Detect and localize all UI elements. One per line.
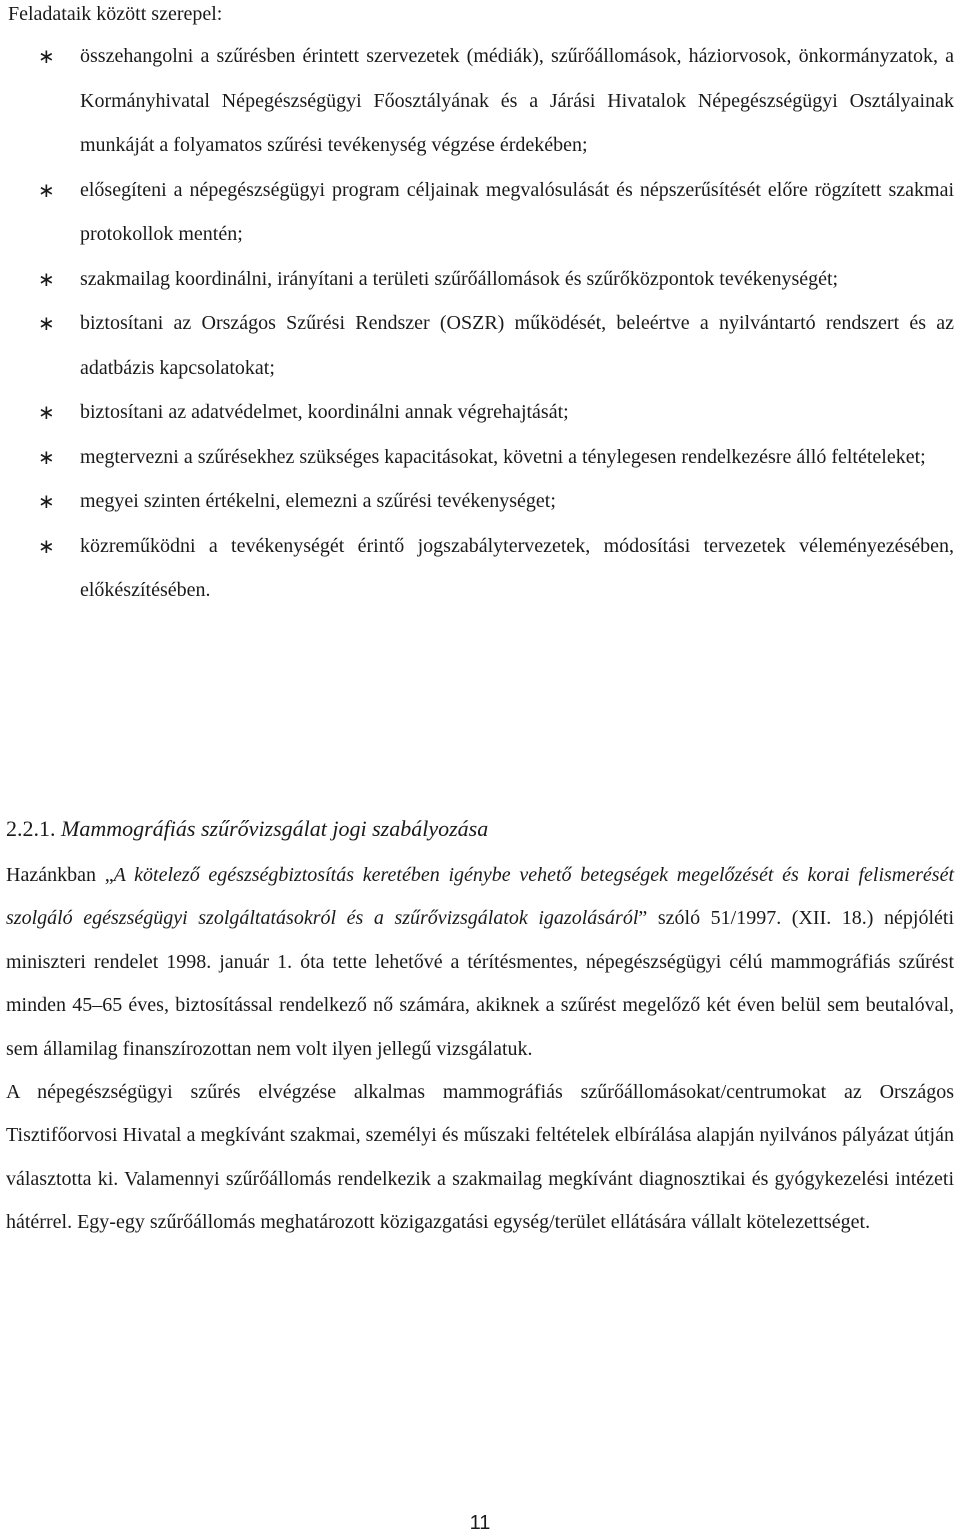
section-heading (6, 812, 488, 846)
paragraph-rest: ” szóló 51/1997. (XII. 18.) népjóléti miniszteri rendelet 1998. január 1. óta tette lehetővé a térítésmentes, népegészségügyi célú mammográfiás szűrést minden 45–65 éves, biztosítással rendelkező nő számára, akiknek a szűrést megelőző két éven belül sem beutalóval, sem államilag finanszírozottan nem volt ilyen jellegű vizsgálatuk. (6, 907, 955, 1060)
list-item (0, 524, 960, 613)
list-item-text: biztosítani az adatvédelmet, koordinálni annak végrehajtását; (80, 401, 569, 423)
regulation-title: A kötelező egészségbiztosítás keretében igénybe vehető betegségek megelőzését és korai felismerését szolgáló egészségügyi szolgáltatásokról és a szűrővizsgálatok igazolásáról (6, 864, 955, 930)
asterisk-bullet-icon: ∗ (38, 44, 55, 68)
page-number: 11 (469, 1512, 491, 1534)
body-text (6, 854, 954, 1245)
section-title-text: Mammográfiás szűrővizsgálat jogi szabályozása (61, 816, 489, 841)
list-item (0, 34, 960, 168)
list-item (0, 168, 960, 257)
list-item-text: biztosítani az Országos Szűrési Rendszer (OSZR) működését, beleértve a nyilvántartó rendszert és az adatbázis kapcsolatokat; (80, 312, 954, 379)
list-item-text: közreműködni a tevékenységét érintő jogszabálytervezetek, módosítási tervezetek véleményezésében, előkészítésében. (80, 534, 954, 601)
paragraph-screening-centers: A népegészségügyi szűrés elvégzése alkalmas mammográfiás szűrőállomásokat/centrumokat az Országos Tisztifőorvosi Hivatal a megkívánt szakmai, személyi és műszaki feltételek elbírálása alapján nyilvános pályázat útján választotta ki. Valamennyi szűrőállomás rendelkezik a szakmailag megkívánt diagnosztikai és gyógykezelési intézeti hátérrel. Egy-egy szűrőállomás meghatározott közigazgatási egység/terület ellátására vállalt kötelezettséget. (6, 1081, 954, 1234)
list-item (0, 435, 960, 480)
list-item-text: összehangolni a szűrésben érintett szervezetek (médiák), szűrőállomások, háziorvosok, önkormányzatok, a Kormányhivatal Népegészségügyi Főosztályának és a Járási Hivatalok Népegészségügyi Osztályainak munkáját a folyamatos szűrési tevékenység végzése érdekében; (80, 45, 954, 156)
list-item (0, 390, 960, 435)
paragraph-regulation (6, 854, 954, 1071)
asterisk-bullet-icon: ∗ (38, 444, 55, 469)
paragraph-lead: Hazánkban „ (6, 864, 114, 886)
list-item (0, 301, 960, 390)
asterisk-bullet-icon: ∗ (38, 311, 55, 335)
asterisk-bullet-icon: ∗ (38, 489, 55, 513)
section-number: 2.2.1. (6, 816, 56, 841)
asterisk-bullet-icon: ∗ (38, 400, 55, 424)
asterisk-bullet-icon: ∗ (38, 533, 55, 558)
list-item-text: szakmailag koordinálni, irányítani a területi szűrőállomások és szűrőközpontok tevékenységét; (80, 267, 839, 290)
list-item (0, 479, 960, 524)
list-item-text: elősegíteni a népegészségügyi program céljainak megvalósulását és népszerűsítését előre rögzített szakmai protokollok mentén; (80, 178, 954, 245)
asterisk-bullet-icon: ∗ (38, 266, 55, 291)
list-item-text: megtervezni a szűrésekhez szükséges kapacitásokat, követni a ténylegesen rendelkezésre álló feltételeket; (80, 445, 926, 468)
task-list (0, 34, 960, 613)
list-item (0, 257, 960, 302)
list-item-text: megyei szinten értékelni, elemezni a szűrési tevékenységet; (80, 490, 556, 512)
intro-text: Feladataik között szerepel: (8, 3, 223, 25)
asterisk-bullet-icon: ∗ (38, 177, 55, 202)
